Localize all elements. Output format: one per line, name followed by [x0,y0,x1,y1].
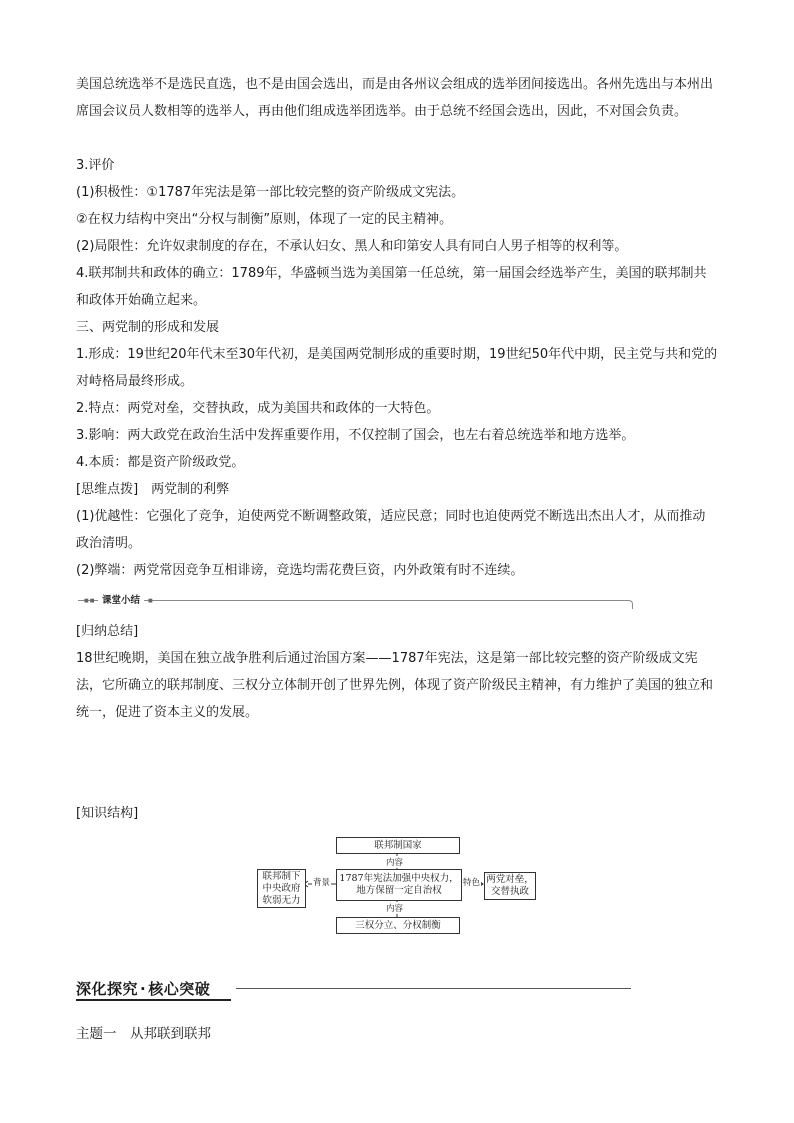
box-constitution: 1787年宪法加强中央权力，地方保留一定自治权 [336,869,462,901]
label-feature: 特色 [463,878,481,888]
heading-evaluation: 3.评价 [76,158,115,173]
box-two-party: 两党对垒，交替执政 [484,872,536,900]
item-advantages: (1)优越性：它强化了竞争，迫使两党不断调整政策，适应民意；同时也迫使两党不断选出杰出人才，从而推动政治清明。 [76,509,706,551]
summary-bar-dots-right: ■ [148,598,154,604]
section-title [76,978,210,999]
label-background: 背景 [313,878,331,888]
item-positive-1: (1)积极性：①1787年宪法是第一部比较完整的资产阶级成文宪法。 [76,185,465,200]
item-positive-2: ②在权力结构中突出“分权与制衡”原则，体现了一定的民主精神。 [76,212,453,227]
section-title-dot: · [140,980,147,998]
summary-bar-label: 课堂小结 [98,592,144,606]
label-content-bottom: 内容 [386,904,404,914]
section-title-b: 核心突破 [148,980,211,998]
item-federal-republic: 4.联邦制共和政体的确立：1789年，华盛顿当选为美国第一任总统，第一届国会经选举产生，美国的联邦制共和政体开始确立起来。 [76,266,707,308]
topic-one: 主题一 从邦联到联邦 [76,1026,211,1042]
item-formation: 1.形成：19世纪20年代末至30年代初，是美国两党制形成的重要时期，19世纪50年代中期，民主党与共和党的对峙格局最终形成。 [76,347,718,389]
box-background: 联邦制下中央政府软弱无力 [257,869,306,908]
heading-two-party: 三、两党制的形成和发展 [76,320,220,335]
label-content-top: 内容 [386,858,404,868]
box-separation-of-powers: 三权分立、分权制衡 [336,917,460,934]
summary-heading: [归纳总结] [76,624,139,639]
thinking-tip-heading: [思维点拨] 两党制的利弊 [76,482,230,497]
section-title-a: 深化探究 [76,980,139,998]
structure-heading: [知识结构] [76,806,139,821]
section-title-rule [236,988,631,989]
item-limitations: (2)局限性：允许奴隶制度的存在，不承认妇女、黑人和印第安人具有同白人男子相等的权利等。 [76,239,628,254]
item-nature: 4.本质：都是资产阶级政党。 [76,455,245,470]
summary-bar-dots-left: ■■ [84,598,96,604]
summary-text: 18世纪晚期，美国在独立战争胜利后通过治国方案——1787年宪法，这是第一部比较完整的资产阶级成文宪法，它所确立的联邦制度、三权分立体制开创了世界先例，体现了资产阶级民主精神，有力维护了美国的独立和统一，促进了资本主义的发展。 [76,651,714,720]
item-features: 2.特点：两党对垒，交替执政，成为美国共和政体的一大特色。 [76,401,440,416]
item-drawbacks: (2)弊端：两党常因竞争互相诽谤，竞选均需花费巨资，内外政策有时不连续。 [76,563,524,578]
box-federal-state: 联邦制国家 [336,837,460,854]
item-influence: 3.影响：两大政党在政治生活中发挥重要作用，不仅控制了国会，也左右着总统选举和地方选举。 [76,428,635,443]
paragraph-election: 美国总统选举不是选民直选，也不是由国会选出，而是由各州议会组成的选举团间接选出。各州先选出与本州出席国会议员人数相等的选举人，再由他们组成选举团选举。由于总统不经国会选出，因此，不对国会负责。 [76,77,714,119]
section-title-underline [76,999,231,1001]
